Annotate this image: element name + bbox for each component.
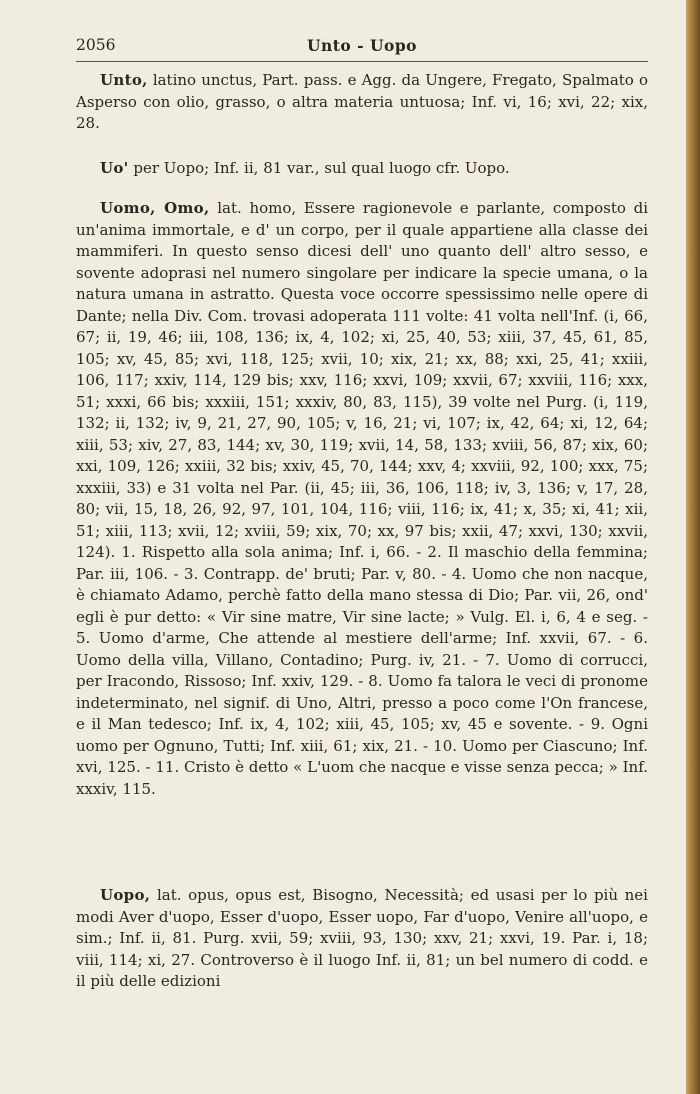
header-rule <box>76 61 648 62</box>
page-header <box>76 36 648 56</box>
entry-paragraph <box>76 70 648 135</box>
entry-uomo <box>76 198 648 800</box>
entry-body: per Uopo; Inf. ii, 81 var., sul qual luogo cfr. Uopo. <box>133 159 510 177</box>
entry-paragraph <box>76 885 648 993</box>
headword: Unto, <box>100 71 148 89</box>
headword: Uo' <box>100 159 129 177</box>
entry-paragraph <box>76 198 648 800</box>
page-number: 2056 <box>76 36 116 54</box>
entry-uopo <box>76 885 648 993</box>
headword: Uopo, <box>100 886 151 904</box>
entry-body: lat. opus, opus est, Bisogno, Necessità; ed usasi per lo più nei modi Aver d'uopo, Esser d'uopo, Esser uopo, Far d'uopo, Venire all'uopo, e sim.; Inf. ii, 81. Purg. xvii, 59; xviii, 93, 130; xxv, 21; xxvi, 19. Par. i, 18; viii, 114; xi, 27. Controverso è il luogo Inf. ii, 81; un bel numero di codd. e il più delle edizioni <box>76 886 648 990</box>
entry-body: lat. homo, Essere ragionevole e parlante, composto di un'anima immortale, e d' un corpo, per il quale appartiene alla classe dei mammiferi. In questo senso dicesi dell' uno quanto dell' altro sesso, e sovente adoprasi nel numero singolare per indicare la specie umana, o la natura umana in astratto. Questa voce occorre spessissimo nelle opere di Dante; nella Div. Com. trovasi adoperata 111 volte: 41 volta nell'Inf. (i, 66, 67; ii, 19, 46; iii, 108, 136; ix, 4, 102; xi, 25, 40, 53; xiii, 37, 45, 61, 85, 105; xv, 45, 85; xvi, 118, 125; xvii, 10; xix, 21; xx, 88; xxi, 25, 41; xxiii, 106, 117; xxiv, 114, 129 bis; xxv, 116; xxvi, 109; xxvii, 67; xxviii, 116; xxx, 51; xxxi, 66 bis; xxxiii, 151; xxxiv, 80, 83, 115), 39 volte nel Purg. (i, 119, 132; ii, 132; iv, 9, 21, 27, 90, 105; v, 16, 21; vi, 107; ix, 42, 64; xi, 12, 64; xiii, 53; xiv, 27, 83, 144; xv, 30, 119; xvii, 14, 58, 133; xviii, 56, 87; xix, 60; xxi, 109, 126; xxiii, 32 bis; xxiv, 45, 70, 144; xxv, 4; xxviii, 92, 100; xxx, 75; xxxiii, 33) e 31 volta nel Par. (ii, 45; iii, 36, 106, 118; iv, 3, 136; v, 17, 28, 80; vii, 15, 18, 26, 92, 97, 101, 104, 116; viii, 116; ix, 41; x, 35; xi, 41; xii, 51; xiii, 113; xvii, 12; xviii, 59; xix, 70; xx, 97 bis; xxii, 47; xxvi, 130; xxvii, 124). 1. Rispetto alla sola anima; Inf. i, 66. - 2. Il maschio della femmina; Par. iii, 106. - 3. Contrapp. de' bruti; Par. v, 80. - 4. Uomo che non nacque, è chiamato Adamo, perchè fatto della mano stessa di Dio; Par. vii, 26, ond' egli è pur detto: « Vir sine matre, Vir sine lacte; » Vulg. El. i, 6, 4 e seg. - 5. Uomo d'arme, Che attende al mestiere dell'arme; Inf. xxvii, 67. - 6. Uomo della villa, Villano, Contadino; Purg. iv, 21. - 7. Uomo di corrucci, per Iracondo, Rissoso; Inf. xxiv, 129. - 8. Uomo fa talora le veci di pronome indeterminato, nel signif. di Uno, Altri, presso a poco come l'On francese, e il Man tedesco; Inf. ix, 4, 102; xiii, 45, 105; xv, 45 e sovente. - 9. Ogni uomo per Ognuno, Tutti; Inf. xiii, 61; xix, 21. - 10. Uomo per Ciascuno; Inf. xvi, 125. - 11. Cristo è detto « L'uom che nacque e visse senza pecca; » Inf. xxxiv, 115. <box>76 199 648 798</box>
entry-body: latino unctus, Part. pass. e Agg. da Ungere, Fregato, Spalmato o Asperso con olio, grasso, o altra materia untuosa; Inf. vi, 16; xvi, 22; xix, 28. <box>76 71 648 132</box>
running-head: Unto - Uopo <box>306 36 418 55</box>
headword: Uomo, Omo, <box>100 199 210 217</box>
page-edge <box>686 0 700 1094</box>
entry-paragraph <box>76 158 648 180</box>
entry-unto <box>76 70 648 135</box>
entry-uo <box>76 158 648 180</box>
